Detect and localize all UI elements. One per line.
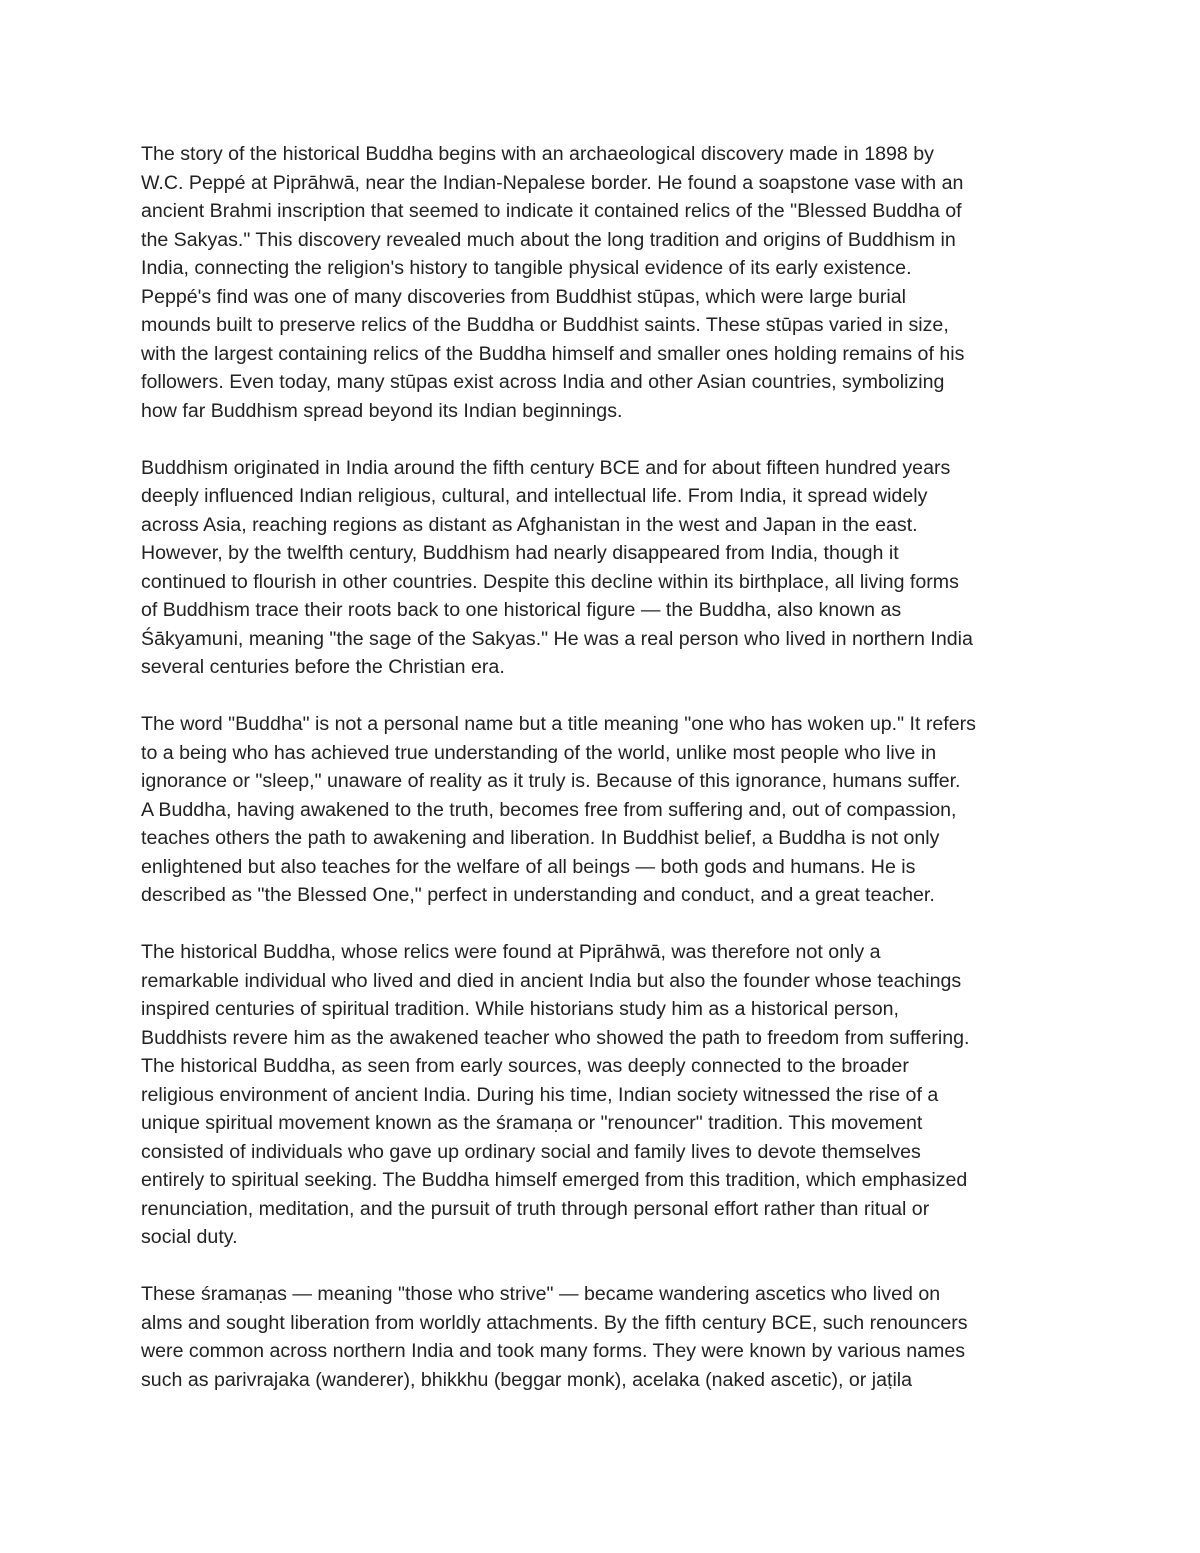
paragraph-4 <box>141 938 1066 1252</box>
text-line: Buddhists revere him as the awakened teacher who showed the path to freedom from suffering. <box>141 1026 970 1049</box>
text-line: The historical Buddha, whose relics were found at Piprāhwā, was therefore not only a <box>141 941 881 963</box>
text-line: were common across northern India and took many forms. They were known by various names <box>141 1340 966 1362</box>
paragraph-5 <box>141 1280 1066 1394</box>
text-line: inspired centuries of spiritual tradition. While historians study him as a historical person, <box>141 998 899 1020</box>
text-line: A Buddha, having awakened to the truth, becomes free from suffering and, out of compassion, <box>141 798 957 821</box>
text-line: However, by the twelfth century, Buddhism had nearly disappeared from India, though it <box>141 542 899 564</box>
paragraph-spacer <box>141 682 1066 711</box>
paragraph-spacer <box>141 1252 1066 1281</box>
text-line: teaches others the path to awakening and liberation. In Buddhist belief, a Buddha is not only <box>141 827 940 849</box>
text-line: Śākyamuni, meaning "the sage of the Sakyas." He was a real person who lived in northern India <box>141 627 973 650</box>
text-line: These śramaṇas — meaning "those who strive" — became wandering ascetics who lived on <box>141 1283 941 1305</box>
text-line: several centuries before the Christian era. <box>141 656 505 678</box>
text-line: described as "the Blessed One," perfect in understanding and conduct, and a great teacher. <box>141 884 935 906</box>
text-line: ignorance or "sleep," unaware of reality as it truly is. Because of this ignorance, humans suffer. <box>141 770 961 792</box>
text-line: of Buddhism trace their roots back to one historical figure — the Buddha, also known as <box>141 599 902 621</box>
paragraph-2 <box>141 454 1066 682</box>
text-line: across Asia, reaching regions as distant as Afghanistan in the west and Japan in the east. <box>141 513 918 536</box>
text-line: alms and sought liberation from worldly attachments. By the fifth century BCE, such renouncers <box>141 1311 968 1334</box>
document-body <box>141 140 1066 1394</box>
text-line: enlightened but also teaches for the welfare of all beings — both gods and humans. He is <box>141 855 916 878</box>
text-line: The historical Buddha, as seen from early sources, was deeply connected to the broader <box>141 1055 909 1077</box>
paragraph-3 <box>141 710 1066 910</box>
text-line: deeply influenced Indian religious, cultural, and intellectual life. From India, it spread widely <box>141 485 928 507</box>
text-line: entirely to spiritual seeking. The Buddha himself emerged from this tradition, which emphasized <box>141 1169 968 1191</box>
text-line: mounds built to preserve relics of the Buddha or Buddhist saints. These stūpas varied in size, <box>141 314 949 336</box>
text-line: renunciation, meditation, and the pursuit of truth through personal effort rather than ritual or <box>141 1197 930 1220</box>
text-line: with the largest containing relics of the Buddha himself and smaller ones holding remains of his <box>141 342 965 365</box>
text-line: The story of the historical Buddha begins with an archaeological discovery made in 1898 by <box>141 143 934 165</box>
text-line: social duty. <box>141 1226 238 1248</box>
text-line: India, connecting the religion's history to tangible physical evidence of its early existence. <box>141 257 912 279</box>
text-line: ancient Brahmi inscription that seemed to indicate it contained relics of the "Blessed Buddha of <box>141 200 962 222</box>
paragraph-1 <box>141 140 1066 425</box>
text-line: consisted of individuals who gave up ordinary social and family lives to devote themselves <box>141 1140 921 1163</box>
text-line: how far Buddhism spread beyond its Indian beginnings. <box>141 399 623 422</box>
text-line: to a being who has achieved true understanding of the world, unlike most people who live in <box>141 741 937 764</box>
text-line: unique spiritual movement known as the śramaṇa or "renouncer" tradition. This movement <box>141 1112 923 1134</box>
text-line: continued to flourish in other countries. Despite this decline within its birthplace, all living forms <box>141 570 959 593</box>
text-line: such as parivrajaka (wanderer), bhikkhu (beggar monk), acelaka (naked ascetic), or jaṭila <box>141 1368 913 1391</box>
text-line: religious environment of ancient India. During his time, Indian society witnessed the rise of a <box>141 1083 939 1106</box>
text-line: The word "Buddha" is not a personal name but a title meaning "one who has woken up." It refers <box>141 713 976 735</box>
paragraph-spacer <box>141 425 1066 454</box>
text-line: Peppé's find was one of many discoveries from Buddhist stūpas, which were large burial <box>141 285 907 308</box>
text-line: Buddhism originated in India around the fifth century BCE and for about fifteen hundred years <box>141 456 951 479</box>
text-line: remarkable individual who lived and died in ancient India but also the founder whose teachings <box>141 969 962 992</box>
paragraph-spacer <box>141 910 1066 939</box>
text-line: followers. Even today, many stūpas exist across India and other Asian countries, symbolizing <box>141 371 945 393</box>
text-line: the Sakyas." This discovery revealed much about the long tradition and origins of Buddhism in <box>141 228 956 251</box>
text-line: W.C. Peppé at Piprāhwā, near the Indian-Nepalese border. He found a soapstone vase with an <box>141 171 964 194</box>
